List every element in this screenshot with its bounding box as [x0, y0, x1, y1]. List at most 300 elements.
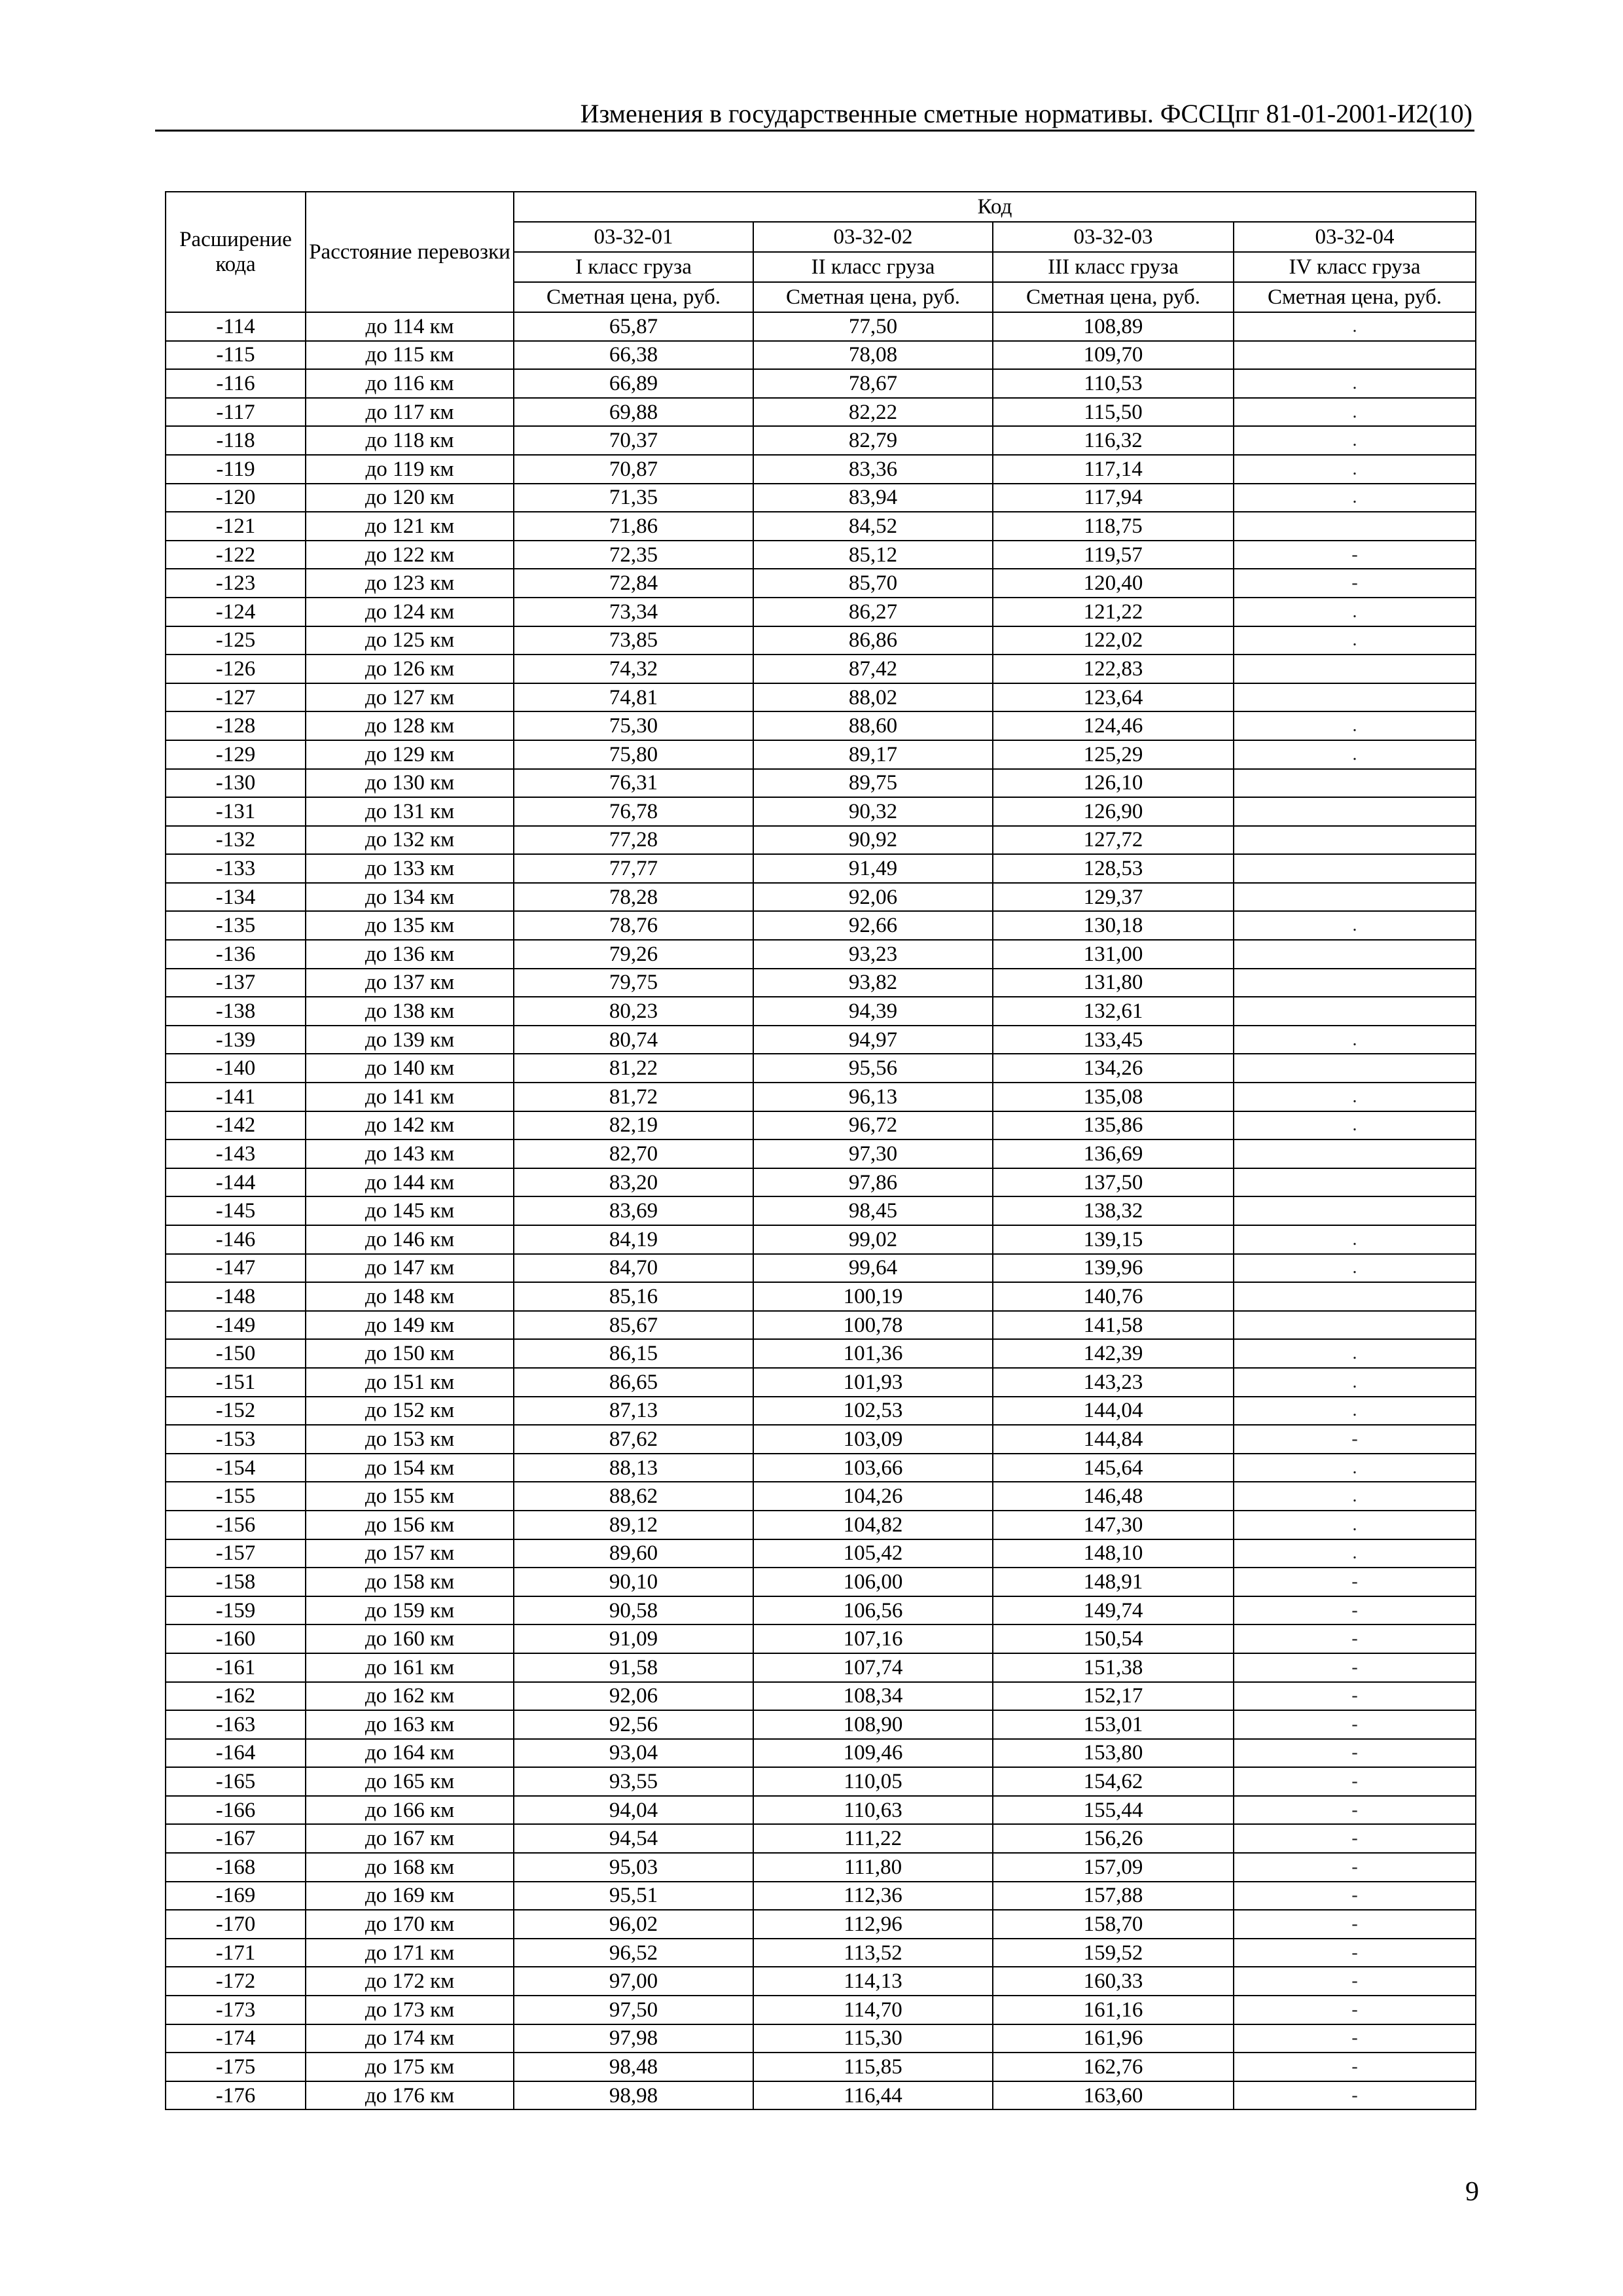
row-price-class-4: [1234, 1139, 1476, 1168]
table-row: [166, 1083, 1476, 1111]
row-price-class-1: 66,89: [514, 369, 753, 398]
row-price-class-2: 82,22: [753, 398, 993, 427]
row-price-class-3: 135,08: [993, 1083, 1234, 1111]
table-row: [166, 1539, 1476, 1568]
row-distance: до 123 км: [306, 569, 514, 598]
row-extension-code: -121: [166, 512, 306, 541]
row-price-class-2: 116,44: [753, 2081, 993, 2110]
row-distance: до 135 км: [306, 911, 514, 940]
row-extension-code: -170: [166, 1910, 306, 1939]
row-distance: до 145 км: [306, 1196, 514, 1225]
row-price-class-2: 89,75: [753, 769, 993, 798]
row-extension-code: -117: [166, 398, 306, 427]
row-price-class-2: 104,82: [753, 1511, 993, 1539]
row-price-class-2: 111,22: [753, 1824, 993, 1853]
table-row: [166, 1882, 1476, 1910]
row-distance: до 133 км: [306, 854, 514, 883]
row-price-class-3: 137,50: [993, 1168, 1234, 1197]
row-price-class-2: 85,70: [753, 569, 993, 598]
row-price-class-4: [1234, 512, 1476, 541]
row-price-class-3: 141,58: [993, 1311, 1234, 1340]
table-row: [166, 1054, 1476, 1083]
row-extension-code: -159: [166, 1596, 306, 1625]
row-price-class-3: 122,83: [993, 655, 1234, 683]
row-price-class-2: 98,45: [753, 1196, 993, 1225]
row-price-class-3: 159,52: [993, 1939, 1234, 1967]
row-price-class-3: 110,53: [993, 369, 1234, 398]
row-price-class-2: 109,46: [753, 1739, 993, 1768]
table-row: [166, 1767, 1476, 1796]
row-price-class-1: 89,60: [514, 1539, 753, 1568]
row-distance: до 164 км: [306, 1739, 514, 1768]
row-price-class-1: 70,87: [514, 455, 753, 484]
row-price-class-3: 120,40: [993, 569, 1234, 598]
row-distance: до 157 км: [306, 1539, 514, 1568]
row-price-class-4: [1234, 341, 1476, 370]
row-price-class-1: 97,98: [514, 2024, 753, 2053]
table-row: [166, 1454, 1476, 1482]
row-extension-code: -164: [166, 1739, 306, 1768]
price-table-header: [166, 192, 1476, 312]
row-price-class-3: 109,70: [993, 341, 1234, 370]
row-extension-code: -162: [166, 1682, 306, 1711]
row-extension-code: -130: [166, 769, 306, 798]
table-row: [166, 940, 1476, 969]
row-price-class-4: -: [1234, 569, 1476, 598]
table-row: [166, 341, 1476, 370]
row-price-class-1: 91,09: [514, 1624, 753, 1653]
row-price-class-3: 117,94: [993, 484, 1234, 512]
row-price-class-2: 114,70: [753, 1996, 993, 2024]
row-price-class-2: 88,60: [753, 711, 993, 740]
row-price-class-4: .: [1234, 1397, 1476, 1426]
row-price-class-4: -: [1234, 1767, 1476, 1796]
row-price-class-2: 110,05: [753, 1767, 993, 1796]
row-price-class-3: 108,89: [993, 312, 1234, 341]
row-price-class-2: 92,06: [753, 883, 993, 912]
row-price-class-2: 78,08: [753, 341, 993, 370]
row-price-class-4: [1234, 683, 1476, 712]
table-row: [166, 1653, 1476, 1682]
row-price-class-4: [1234, 655, 1476, 683]
row-distance: до 140 км: [306, 1054, 514, 1083]
row-price-class-3: 136,69: [993, 1139, 1234, 1168]
row-price-class-4: .: [1234, 1254, 1476, 1283]
table-row: [166, 1710, 1476, 1739]
table-row: [166, 2024, 1476, 2053]
row-price-class-4: .: [1234, 1482, 1476, 1511]
row-extension-code: -120: [166, 484, 306, 512]
row-price-class-4: .: [1234, 1339, 1476, 1368]
row-price-class-3: 154,62: [993, 1767, 1234, 1796]
row-price-class-2: 94,39: [753, 997, 993, 1026]
row-price-class-4: [1234, 1282, 1476, 1311]
row-distance: до 160 км: [306, 1624, 514, 1653]
row-price-class-4: .: [1234, 626, 1476, 655]
table-row: [166, 1168, 1476, 1197]
table-row: [166, 711, 1476, 740]
row-distance: до 170 км: [306, 1910, 514, 1939]
row-price-class-1: 98,98: [514, 2081, 753, 2110]
row-distance: до 139 км: [306, 1026, 514, 1054]
row-price-class-3: 126,90: [993, 797, 1234, 826]
row-distance: до 148 км: [306, 1282, 514, 1311]
table-row: [166, 1311, 1476, 1340]
row-distance: до 125 км: [306, 626, 514, 655]
row-price-class-1: 77,77: [514, 854, 753, 883]
row-price-class-3: 142,39: [993, 1339, 1234, 1368]
row-price-class-3: 157,09: [993, 1853, 1234, 1882]
code-header-4: 03-32-04: [1234, 222, 1476, 252]
row-price-class-1: 93,04: [514, 1739, 753, 1768]
table-row: [166, 541, 1476, 569]
row-price-class-4: .: [1234, 1368, 1476, 1397]
row-price-class-4: .: [1234, 1083, 1476, 1111]
table-row: [166, 598, 1476, 626]
row-price-class-1: 94,04: [514, 1796, 753, 1825]
row-extension-code: -125: [166, 626, 306, 655]
row-price-class-4: -: [1234, 2053, 1476, 2081]
row-price-class-2: 110,63: [753, 1796, 993, 1825]
table-row: [166, 1339, 1476, 1368]
row-price-class-2: 83,94: [753, 484, 993, 512]
row-distance: до 136 км: [306, 940, 514, 969]
row-price-class-2: 93,82: [753, 969, 993, 997]
row-price-class-2: 97,30: [753, 1139, 993, 1168]
row-price-class-1: 66,38: [514, 341, 753, 370]
row-price-class-4: -: [1234, 2024, 1476, 2053]
class-header-2: II класс груза: [753, 252, 993, 282]
row-distance: до 143 км: [306, 1139, 514, 1168]
table-row: [166, 740, 1476, 769]
row-price-class-2: 89,17: [753, 740, 993, 769]
class-header-3: III класс груза: [993, 252, 1234, 282]
row-price-class-2: 102,53: [753, 1397, 993, 1426]
row-price-class-1: 96,02: [514, 1910, 753, 1939]
row-price-class-1: 74,32: [514, 655, 753, 683]
row-price-class-3: 139,15: [993, 1225, 1234, 1254]
row-extension-code: -154: [166, 1454, 306, 1482]
row-price-class-1: 84,19: [514, 1225, 753, 1254]
class-header-1: I класс груза: [514, 252, 753, 282]
row-distance: до 165 км: [306, 1767, 514, 1796]
row-extension-code: -142: [166, 1111, 306, 1140]
row-price-class-1: 78,76: [514, 911, 753, 940]
row-price-class-4: -: [1234, 1596, 1476, 1625]
row-extension-code: -140: [166, 1054, 306, 1083]
table-row: [166, 569, 1476, 598]
row-distance: до 167 км: [306, 1824, 514, 1853]
row-price-class-1: 85,16: [514, 1282, 753, 1311]
row-price-class-3: 131,00: [993, 940, 1234, 969]
row-price-class-4: -: [1234, 1796, 1476, 1825]
row-distance: до 138 км: [306, 997, 514, 1026]
row-price-class-3: 155,44: [993, 1796, 1234, 1825]
row-distance: до 121 км: [306, 512, 514, 541]
row-price-class-2: 106,00: [753, 1568, 993, 1596]
row-price-class-4: .: [1234, 1539, 1476, 1568]
table-row: [166, 1196, 1476, 1225]
table-row: [166, 1482, 1476, 1511]
row-price-class-1: 92,56: [514, 1710, 753, 1739]
row-price-class-1: 71,86: [514, 512, 753, 541]
row-price-class-1: 69,88: [514, 398, 753, 427]
row-price-class-3: 148,91: [993, 1568, 1234, 1596]
row-price-class-4: [1234, 769, 1476, 798]
row-price-class-1: 86,15: [514, 1339, 753, 1368]
row-extension-code: -137: [166, 969, 306, 997]
column-group-header-code: Код: [514, 192, 1476, 222]
row-distance: до 154 км: [306, 1454, 514, 1482]
price-header-3: Сметная цена, руб.: [993, 282, 1234, 312]
row-price-class-2: 86,27: [753, 598, 993, 626]
table-row: [166, 1111, 1476, 1140]
row-extension-code: -119: [166, 455, 306, 484]
row-price-class-4: [1234, 997, 1476, 1026]
row-price-class-4: .: [1234, 1111, 1476, 1140]
row-price-class-3: 153,01: [993, 1710, 1234, 1739]
row-distance: до 134 км: [306, 883, 514, 912]
row-price-class-2: 77,50: [753, 312, 993, 341]
row-price-class-2: 99,02: [753, 1225, 993, 1254]
row-price-class-2: 96,72: [753, 1111, 993, 1140]
row-extension-code: -174: [166, 2024, 306, 2053]
row-price-class-4: -: [1234, 1996, 1476, 2024]
row-extension-code: -131: [166, 797, 306, 826]
row-extension-code: -155: [166, 1482, 306, 1511]
row-extension-code: -145: [166, 1196, 306, 1225]
row-distance: до 169 км: [306, 1882, 514, 1910]
row-distance: до 166 км: [306, 1796, 514, 1825]
row-price-class-3: 131,80: [993, 969, 1234, 997]
table-row: [166, 797, 1476, 826]
price-header-1: Сметная цена, руб.: [514, 282, 753, 312]
row-distance: до 137 км: [306, 969, 514, 997]
row-price-class-1: 95,51: [514, 1882, 753, 1910]
row-price-class-2: 101,36: [753, 1339, 993, 1368]
row-price-class-1: 78,28: [514, 883, 753, 912]
row-distance: до 158 км: [306, 1568, 514, 1596]
row-extension-code: -124: [166, 598, 306, 626]
row-price-class-3: 119,57: [993, 541, 1234, 569]
table-row: [166, 769, 1476, 798]
row-extension-code: -160: [166, 1624, 306, 1653]
row-price-class-1: 73,34: [514, 598, 753, 626]
row-price-class-4: .: [1234, 1454, 1476, 1482]
row-price-class-3: 132,61: [993, 997, 1234, 1026]
row-distance: до 168 км: [306, 1853, 514, 1882]
row-price-class-4: .: [1234, 1511, 1476, 1539]
row-extension-code: -147: [166, 1254, 306, 1283]
column-header-distance: Расстояние перевозки: [306, 192, 514, 312]
row-extension-code: -176: [166, 2081, 306, 2110]
row-price-class-4: -: [1234, 1939, 1476, 1967]
row-price-class-2: 82,79: [753, 426, 993, 455]
row-price-class-3: 128,53: [993, 854, 1234, 883]
row-price-class-3: 135,86: [993, 1111, 1234, 1140]
row-price-class-4: .: [1234, 369, 1476, 398]
row-price-class-2: 103,09: [753, 1425, 993, 1454]
row-price-class-3: 145,64: [993, 1454, 1234, 1482]
row-price-class-2: 107,16: [753, 1624, 993, 1653]
row-price-class-1: 86,65: [514, 1368, 753, 1397]
row-price-class-3: 129,37: [993, 883, 1234, 912]
row-price-class-4: .: [1234, 455, 1476, 484]
row-price-class-2: 112,96: [753, 1910, 993, 1939]
row-distance: до 128 км: [306, 711, 514, 740]
row-price-class-1: 83,69: [514, 1196, 753, 1225]
row-price-class-2: 90,92: [753, 826, 993, 855]
row-extension-code: -135: [166, 911, 306, 940]
row-price-class-2: 100,19: [753, 1282, 993, 1311]
class-header-4: IV класс груза: [1234, 252, 1476, 282]
row-extension-code: -157: [166, 1539, 306, 1568]
table-row: [166, 1682, 1476, 1711]
row-distance: до 162 км: [306, 1682, 514, 1711]
row-price-class-2: 83,36: [753, 455, 993, 484]
row-price-class-1: 72,35: [514, 541, 753, 569]
row-distance: до 176 км: [306, 2081, 514, 2110]
table-row: [166, 369, 1476, 398]
row-price-class-3: 153,80: [993, 1739, 1234, 1768]
row-price-class-4: -: [1234, 1882, 1476, 1910]
row-extension-code: -116: [166, 369, 306, 398]
row-distance: до 116 км: [306, 369, 514, 398]
row-price-class-1: 89,12: [514, 1511, 753, 1539]
row-price-class-2: 108,90: [753, 1710, 993, 1739]
row-price-class-2: 115,30: [753, 2024, 993, 2053]
row-price-class-1: 91,58: [514, 1653, 753, 1682]
row-distance: до 175 км: [306, 2053, 514, 2081]
row-extension-code: -149: [166, 1311, 306, 1340]
row-price-class-1: 94,54: [514, 1824, 753, 1853]
table-row: [166, 1425, 1476, 1454]
table-row: [166, 1397, 1476, 1426]
row-extension-code: -129: [166, 740, 306, 769]
row-price-class-4: -: [1234, 1682, 1476, 1711]
row-price-class-1: 97,50: [514, 1996, 753, 2024]
row-price-class-1: 97,00: [514, 1967, 753, 1996]
row-price-class-3: 149,74: [993, 1596, 1234, 1625]
row-price-class-2: 107,74: [753, 1653, 993, 1682]
row-price-class-1: 65,87: [514, 312, 753, 341]
price-header-2: Сметная цена, руб.: [753, 282, 993, 312]
row-extension-code: -165: [166, 1767, 306, 1796]
row-price-class-3: 134,26: [993, 1054, 1234, 1083]
row-price-class-4: -: [1234, 1653, 1476, 1682]
table-row: [166, 1739, 1476, 1768]
row-extension-code: -114: [166, 312, 306, 341]
row-price-class-2: 106,56: [753, 1596, 993, 1625]
row-price-class-2: 85,12: [753, 541, 993, 569]
row-price-class-1: 82,70: [514, 1139, 753, 1168]
row-extension-code: -127: [166, 683, 306, 712]
row-extension-code: -132: [166, 826, 306, 855]
row-price-class-3: 139,96: [993, 1254, 1234, 1283]
row-distance: до 119 км: [306, 455, 514, 484]
row-price-class-4: -: [1234, 2081, 1476, 2110]
row-extension-code: -167: [166, 1824, 306, 1853]
row-price-class-2: 90,32: [753, 797, 993, 826]
table-row: [166, 1996, 1476, 2024]
code-header-1: 03-32-01: [514, 222, 753, 252]
column-header-extension: Расширение кода: [166, 192, 306, 312]
table-row: [166, 1853, 1476, 1882]
row-distance: до 174 км: [306, 2024, 514, 2053]
row-distance: до 156 км: [306, 1511, 514, 1539]
row-price-class-1: 84,70: [514, 1254, 753, 1283]
row-price-class-2: 95,56: [753, 1054, 993, 1083]
table-row: [166, 969, 1476, 997]
row-price-class-1: 75,30: [514, 711, 753, 740]
row-price-class-1: 80,74: [514, 1026, 753, 1054]
row-distance: до 147 км: [306, 1254, 514, 1283]
price-table: [165, 191, 1476, 2110]
row-price-class-1: 73,85: [514, 626, 753, 655]
row-distance: до 153 км: [306, 1425, 514, 1454]
row-price-class-3: 118,75: [993, 512, 1234, 541]
row-distance: до 152 км: [306, 1397, 514, 1426]
row-price-class-1: 82,19: [514, 1111, 753, 1140]
row-price-class-4: -: [1234, 1824, 1476, 1853]
row-price-class-3: 152,17: [993, 1682, 1234, 1711]
row-price-class-1: 79,26: [514, 940, 753, 969]
row-price-class-2: 105,42: [753, 1539, 993, 1568]
row-price-class-3: 163,60: [993, 2081, 1234, 2110]
row-price-class-4: .: [1234, 484, 1476, 512]
row-price-class-4: .: [1234, 1225, 1476, 1254]
row-price-class-4: -: [1234, 1853, 1476, 1882]
row-price-class-1: 98,48: [514, 2053, 753, 2081]
row-distance: до 127 км: [306, 683, 514, 712]
row-price-class-4: [1234, 1311, 1476, 1340]
row-price-class-4: [1234, 1196, 1476, 1225]
row-distance: до 163 км: [306, 1710, 514, 1739]
row-extension-code: -138: [166, 997, 306, 1026]
table-row: [166, 2081, 1476, 2110]
row-distance: до 150 км: [306, 1339, 514, 1368]
row-price-class-3: 121,22: [993, 598, 1234, 626]
row-price-class-2: 94,97: [753, 1026, 993, 1054]
row-price-class-4: [1234, 797, 1476, 826]
row-price-class-3: 151,38: [993, 1653, 1234, 1682]
row-distance: до 114 км: [306, 312, 514, 341]
row-extension-code: -136: [166, 940, 306, 969]
header-rule: [155, 130, 1474, 132]
row-extension-code: -115: [166, 341, 306, 370]
row-price-class-2: 113,52: [753, 1939, 993, 1967]
document-header-title: Изменения в государственные сметные нормативы. ФССЦпг 81-01-2001-И2(10): [580, 99, 1472, 128]
page-number: 9: [1465, 2177, 1479, 2207]
row-price-class-1: 87,13: [514, 1397, 753, 1426]
row-extension-code: -148: [166, 1282, 306, 1311]
row-price-class-3: 117,14: [993, 455, 1234, 484]
row-price-class-4: .: [1234, 598, 1476, 626]
row-price-class-2: 99,64: [753, 1254, 993, 1283]
row-price-class-4: -: [1234, 1739, 1476, 1768]
row-price-class-1: 90,58: [514, 1596, 753, 1625]
row-distance: до 159 км: [306, 1596, 514, 1625]
row-extension-code: -166: [166, 1796, 306, 1825]
table-row: [166, 1225, 1476, 1254]
row-price-class-3: 143,23: [993, 1368, 1234, 1397]
row-distance: до 155 км: [306, 1482, 514, 1511]
table-row: [166, 312, 1476, 341]
row-extension-code: -171: [166, 1939, 306, 1967]
row-price-class-1: 90,10: [514, 1568, 753, 1596]
table-row: [166, 683, 1476, 712]
row-extension-code: -175: [166, 2053, 306, 2081]
